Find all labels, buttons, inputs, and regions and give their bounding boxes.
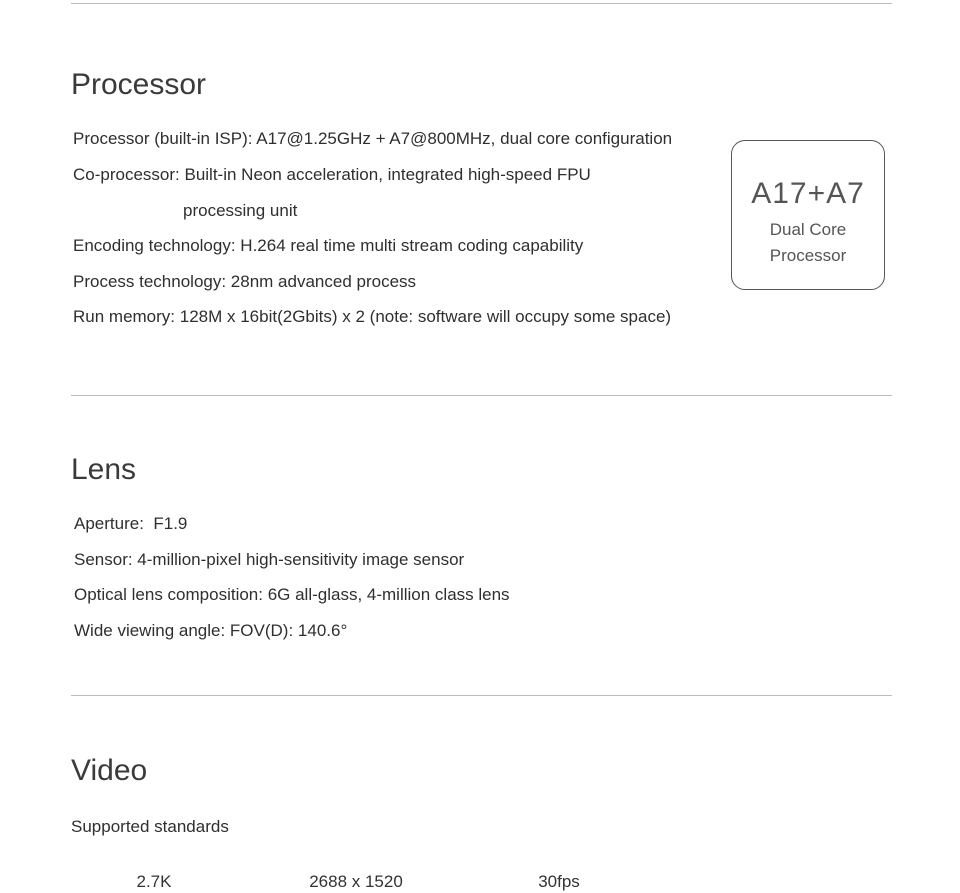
video-subtitle: Supported standards: [71, 817, 229, 836]
spec-line: Encoding technology: H.264 real time multi stream coding capability: [73, 236, 584, 255]
video-format-fps: 30fps: [538, 872, 580, 891]
spec-line: Optical lens composition: 6G all-glass, 4-million class lens: [74, 585, 510, 604]
spec-line: processing unit: [183, 201, 298, 220]
video-format-name: 2.7K: [136, 872, 172, 891]
processor-badge: [731, 140, 885, 290]
section-title-video: Video: [71, 754, 148, 787]
badge-line2: Processor: [769, 246, 847, 265]
badge-main: A17+A7: [751, 177, 865, 210]
divider: [71, 695, 892, 696]
divider: [71, 395, 892, 396]
badge-line1: Dual Core: [769, 220, 847, 239]
section-title-lens: Lens: [71, 453, 137, 486]
spec-line: Aperture: F1.9: [74, 514, 188, 533]
spec-line: Process technology: 28nm advanced process: [73, 272, 417, 291]
video-format-resolution: 2688 x 1520: [309, 872, 403, 891]
spec-line: Wide viewing angle: FOV(D): 140.6°: [74, 621, 348, 640]
divider: [71, 3, 892, 4]
spec-line: Sensor: 4-million-pixel high-sensitivity image sensor: [74, 550, 465, 569]
section-title-processor: Processor: [71, 68, 207, 101]
spec-line: Run memory: 128M x 16bit(2Gbits) x 2 (note: software will occupy some space): [73, 307, 672, 326]
spec-line: Co-processor: Built-in Neon acceleration, integrated high-speed FPU: [73, 165, 591, 184]
spec-line: Processor (built-in ISP): A17@1.25GHz + A7@800MHz, dual core configuration: [73, 129, 673, 148]
